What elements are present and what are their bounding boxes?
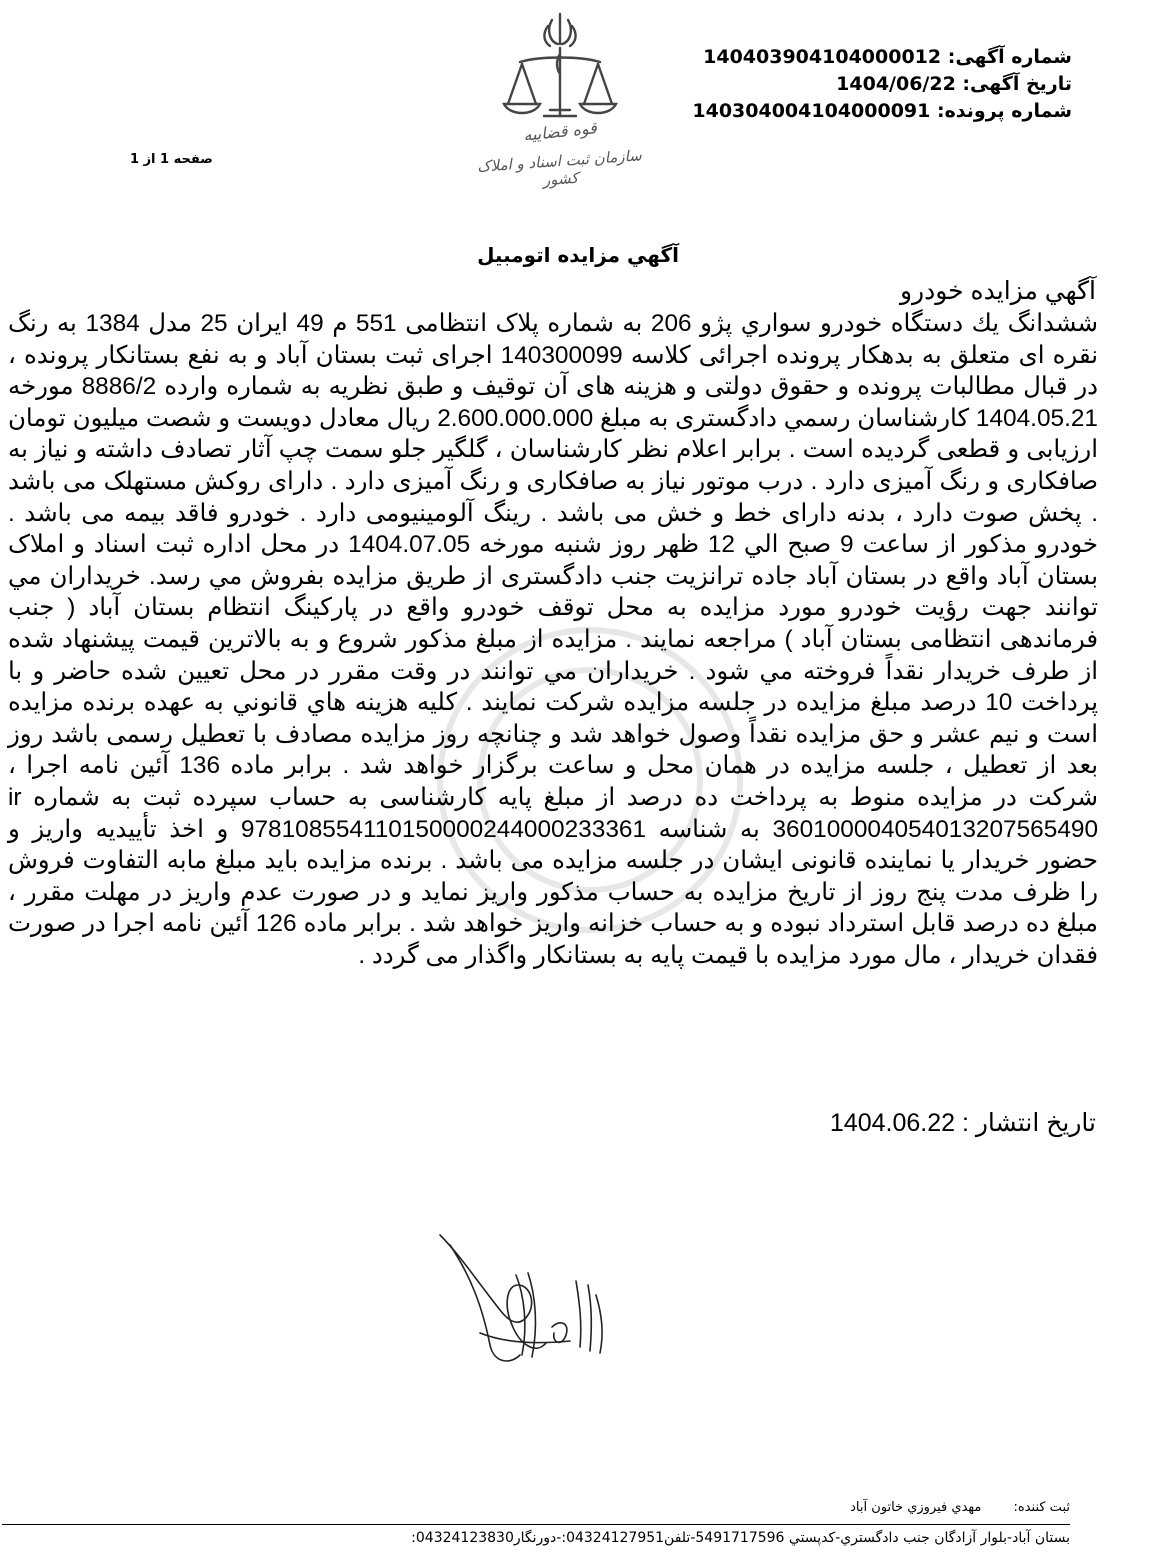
ad-date-label: تاریخ آگهی: (962, 73, 1072, 95)
ad-number-row (692, 44, 1072, 71)
ad-number-label: شماره آگهی: (947, 46, 1072, 68)
page-title: آگهي مزايده اتومبيل (477, 243, 679, 267)
registrar-name: مهدي فيروزي خاتون آباد (850, 1500, 982, 1515)
publication-date (830, 1108, 1096, 1138)
organization-label: سازمان ثبت اسناد و املاک کشور (476, 146, 643, 190)
registrar (850, 1500, 1070, 1515)
footer-address: بستان آباد-بلوار آزادگان جنب دادگستري-کدپستي 5491717596-تلفن04324127951:-دورنگار04324123830: (411, 1530, 1070, 1546)
signature-image (420, 1215, 610, 1375)
publication-date-label: تاريخ انتشار : (961, 1109, 1096, 1137)
notice-subtitle: آگهي مزايده خودرو (899, 277, 1096, 305)
document-meta (692, 44, 1072, 125)
judiciary-label: قوه قضاييه (522, 118, 598, 145)
notice-body: ششدانگ يك دستگاه خودرو سواري پژو 206 به شماره پلاک انتظامی 551 م 49 ایران 25 مدل 1384 به رنگ نقره ای متعلق به بدهكار پرونده اجرائی كلاسه 140300099 اجرای ثبت بستان آباد و به نفع بستانكار پرونده ، در قبال مطالبات پرونده و حقوق دولتی و هزينه های آن توقيف و طبق نظريه به شماره وارده 8886/2 مورخه 1404.05.21 كارشناسان رسمي دادگستری به مبلغ 2.600.000.000 ريال معادل دويست و شصت ميليون تومان ارزيابی و قطعی گرديده است . برابر اعلام نظر کارشناسان ، گلگیر جلو سمت چپ آثار تصادف داشته و نیاز به صافکاری و رنگ آمیزی دارد . درب موتور نیاز به صافکاری و رنگ آمیزی دارد . دارای روکش مستهلک می باشد . پخش صوت دارد ، بدنه دارای خط و خش می باشد . رینگ آلومینیومی دارد . خودرو فاقد بیمه می باشد . خودرو مذكور از ساعت 9 صبح الي 12 ظهر روز شنبه مورخه 1404.07.05 در محل اداره ثبت اسناد و املاک بستان آباد واقع در بستان آباد جاده ترانزیت جنب دادگستری از طريق مزايده بفروش مي رسد. خريداران مي توانند جهت رؤيت خودرو مورد مزایده به محل توقف خودرو واقع در پارکینگ انتظام بستان آباد ( جنب فرماندهی انتظامی بستان آباد ) مراجعه نمايند . مزايده از مبلغ مذكور شروع و به بالاترين قيمت پيشنهاد شده از طرف خريدار نقداً فروخته مي شود . خريداران مي توانند در وقت مقرر در محل تعيين شده حاضر و با پرداخت 10 درصد مبلغ مزايده در جلسه مزايده شركت نمايند . كليه هزينه هاي قانوني به عهده برنده مزايده است و نيم عشر و حق مزايده نقداً وصول خواهد شد و چنانچه روز مزايده مصادف با تعطيل رسمی باشد روز بعد از تعطيل ، جلسه مزايده در همان محل و ساعت برگزار خواهد شد . برابر ماده 136 آئين نامه اجرا ، شرکت در مزایده منوط به پرداخت ده درصد از مبلغ پايه کارشناسی به حساب سپرده ثبت به شماره ir 360100004054013207565490 به شناسه 978108554110150000244000233361 و اخذ تأييديه واريز و حضور خريدار يا نماينده قانونی ايشان در جلسه مزايده می باشد . برنده مزایده باید مبلغ مابه التفاوت فروش را ظرف مدت پنج روز از تاریخ مزايده به حساب مذکور واریز نماید و در صورت عدم واریز در مهلت مقرر ، مبلغ ده درصد قابل استرداد نبوده و به حساب خزانه واریز خواهد شد . برابر ماده 126 آئین نامه اجرا در صورت فقدان خریدار ، مال مورد مزایده با قیمت پایه به بستانکار واگذار می گردد . (8, 310, 1099, 969)
registrar-label: ثبت کننده: (1013, 1500, 1070, 1515)
file-number-label: شماره پرونده: (936, 100, 1072, 122)
ad-date-value: 1404/06/22 (836, 73, 956, 95)
ad-number-value: 14040390410400001‍2 (703, 46, 942, 68)
footer-divider (2, 1524, 1070, 1525)
page-number: صفحه 1 از 1 (130, 152, 213, 167)
file-number-row (692, 98, 1072, 125)
publication-date-value: 1404.06.22 (829, 1109, 956, 1137)
judiciary-emblem (470, 4, 650, 204)
ad-date-row (692, 71, 1072, 98)
file-number-value: 140304004104000091 (692, 100, 931, 122)
